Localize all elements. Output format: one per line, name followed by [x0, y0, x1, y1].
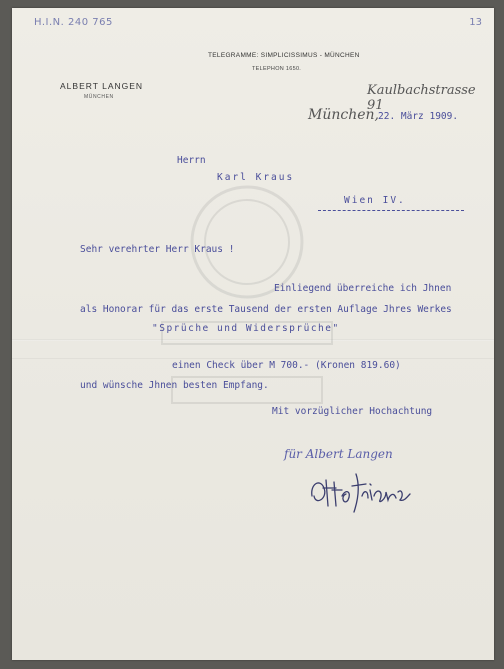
- letterhead-place: München,: [308, 107, 379, 123]
- archive-page-number: 13: [469, 17, 482, 28]
- letterhead-sender-name: ALBERT LANGEN: [60, 81, 144, 91]
- body-line-4: einen Check über M 700.- (Kronen 819.60): [172, 360, 401, 371]
- body-line-3: "Sprüche und Widersprüche": [152, 323, 340, 334]
- archive-shelfmark: H.I.N. 240 765: [34, 17, 113, 28]
- letterhead-sender-city: MÜNCHEN: [84, 94, 114, 100]
- recipient-city: Wien IV.: [344, 195, 406, 206]
- closing-line: Mit vorzüglicher Hochachtung: [272, 406, 433, 417]
- city-underline: [318, 210, 464, 211]
- body-line-1: Einliegend überreiche ich Jhnen: [274, 283, 452, 294]
- handwritten-signature: [306, 466, 416, 516]
- letterhead-telephone: TELEPHON 1650.: [252, 66, 302, 72]
- letter-sheet: [12, 8, 494, 660]
- letterhead-telegram: TELEGRAMME: SIMPLICISSIMUS - MÜNCHEN: [208, 52, 360, 59]
- letterhead-address: Kaulbachstrasse 91: [367, 83, 476, 113]
- greeting: Sehr verehrter Herr Kraus !: [80, 244, 235, 255]
- body-line-2: als Honorar für das erste Tausend der ersten Auflage Jhres Werkes: [80, 304, 452, 315]
- recipient-name: Karl Kraus: [217, 172, 295, 183]
- body-line-5: und wünsche Jhnen besten Empfang.: [80, 380, 269, 391]
- recipient-title: Herrn: [177, 155, 206, 166]
- watermark-emblem: [142, 172, 352, 432]
- company-stamp: für Albert Langen: [284, 447, 393, 461]
- letter-date: 22. März 1909.: [378, 111, 459, 122]
